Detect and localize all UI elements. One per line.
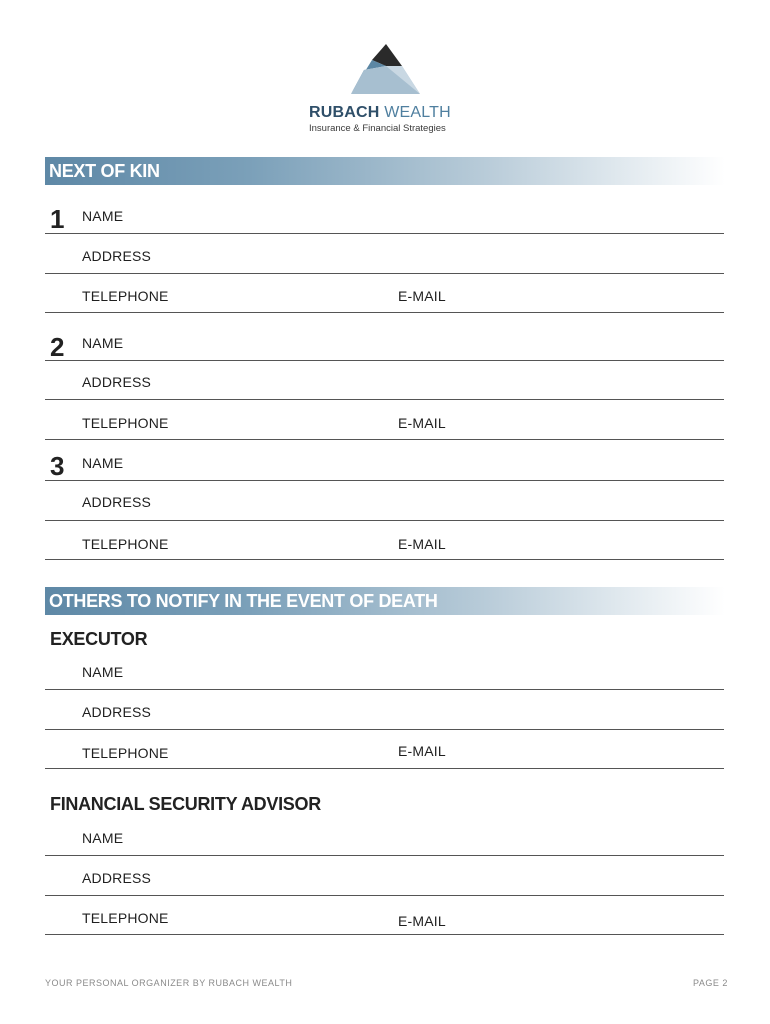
kin-3-contact-field[interactable] (45, 559, 724, 560)
kin-2-address-label: ADDRESS (82, 374, 152, 390)
kin-3-email-label: E-MAIL (398, 536, 446, 552)
executor-name-field[interactable] (45, 689, 724, 690)
executor-telephone-label: TELEPHONE (82, 745, 169, 761)
kin-number-2: 2 (50, 332, 65, 362)
kin-number-3: 3 (50, 451, 65, 481)
advisor-address-field[interactable] (45, 895, 724, 896)
executor-contact-field[interactable] (45, 768, 724, 769)
advisor-name-label: NAME (82, 830, 124, 846)
section-header-next-of-kin: NEXT OF KIN (45, 157, 725, 185)
kin-1-address-label: ADDRESS (82, 248, 152, 264)
brand-name-bold: RUBACH (309, 104, 380, 121)
kin-3-name-label: NAME (82, 455, 124, 471)
executor-name-label: NAME (82, 664, 124, 680)
advisor-name-field[interactable] (45, 855, 724, 856)
executor-address-field[interactable] (45, 729, 724, 730)
executor-heading: EXECUTOR (50, 629, 148, 649)
kin-2-name-field[interactable] (45, 360, 724, 361)
kin-number-1: 1 (50, 204, 65, 234)
kin-3-address-field[interactable] (45, 520, 724, 521)
kin-1-name-field[interactable] (45, 233, 724, 234)
kin-3-telephone-label: TELEPHONE (82, 536, 169, 552)
kin-1-contact-field[interactable] (45, 312, 724, 313)
advisor-heading: FINANCIAL SECURITY ADVISOR (50, 794, 321, 814)
brand-tagline: Insurance & Financial Strategies (309, 123, 446, 134)
kin-2-address-field[interactable] (45, 399, 724, 400)
kin-2-email-label: E-MAIL (398, 415, 446, 431)
triangle-logo-icon (350, 44, 422, 96)
brand-name-light: WEALTH (384, 104, 451, 121)
company-logo (300, 40, 470, 140)
advisor-telephone-label: TELEPHONE (82, 910, 169, 926)
footer-title: YOUR PERSONAL ORGANIZER BY RUBACH WEALTH (45, 978, 293, 988)
kin-1-name-label: NAME (82, 208, 124, 224)
kin-3-address-label: ADDRESS (82, 494, 152, 510)
executor-email-label: E-MAIL (398, 743, 446, 759)
section-header-others-to-notify: OTHERS TO NOTIFY IN THE EVENT OF DEATH (45, 587, 725, 615)
kin-3-name-field[interactable] (45, 480, 724, 481)
advisor-email-label: E-MAIL (398, 913, 446, 929)
kin-1-telephone-label: TELEPHONE (82, 288, 169, 304)
advisor-address-label: ADDRESS (82, 870, 152, 886)
kin-1-email-label: E-MAIL (398, 288, 446, 304)
brand-name (309, 104, 469, 122)
advisor-contact-field[interactable] (45, 934, 724, 935)
kin-2-name-label: NAME (82, 335, 124, 351)
kin-2-telephone-label: TELEPHONE (82, 415, 169, 431)
kin-2-contact-field[interactable] (45, 439, 724, 440)
page-number: PAGE 2 (693, 978, 728, 988)
executor-address-label: ADDRESS (82, 704, 152, 720)
kin-1-address-field[interactable] (45, 273, 724, 274)
